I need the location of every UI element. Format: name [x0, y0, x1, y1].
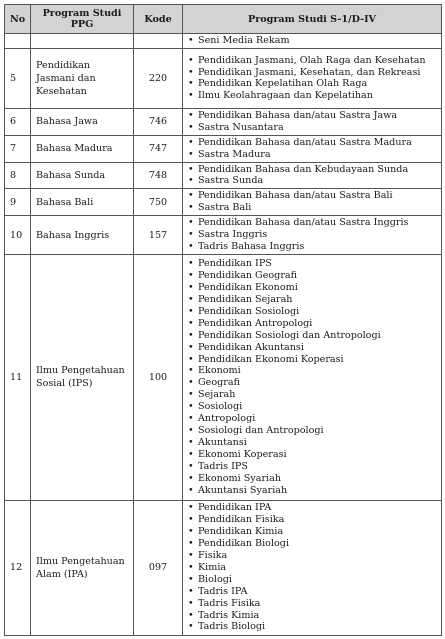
cell-program-ppg: Bahasa Madura	[31, 135, 134, 162]
list-item-label: Pendidikan Ekonomi	[198, 282, 298, 294]
bullet-icon: •	[188, 35, 194, 46]
list-item-label: Pendidikan Kepelatihan Olah Raga	[198, 78, 368, 90]
program-s1-list	[188, 137, 439, 161]
list-item	[188, 241, 439, 253]
table-row	[5, 135, 442, 162]
list-item-label: Sastra Madura	[198, 148, 271, 160]
cell-no: 11	[5, 254, 31, 500]
list-item	[188, 502, 439, 514]
bullet-icon: •	[188, 190, 194, 202]
bullet-icon: •	[188, 538, 194, 550]
list-item-label: Pendidikan IPA	[198, 502, 272, 514]
cell-no: 7	[5, 135, 31, 162]
program-s1-list	[188, 258, 439, 496]
list-item	[188, 377, 439, 389]
cell-program-ppg: Bahasa Inggris	[31, 216, 134, 255]
list-item-label: Sastra Sunda	[198, 175, 264, 187]
list-item	[188, 365, 439, 377]
bullet-icon: •	[188, 353, 194, 365]
list-item-label: Sastra Bali	[198, 202, 252, 214]
cell-kode: 097	[134, 500, 183, 635]
list-item-label: Sastra Nusantara	[198, 121, 284, 133]
bullet-icon: •	[188, 484, 194, 496]
table-row	[5, 500, 442, 635]
list-item-label: Antropologi	[198, 413, 256, 425]
list-item-label: Ekonomi Syariah	[198, 472, 282, 484]
list-item	[188, 318, 439, 330]
list-item-label: Ilmu Keolahragaan dan Kepelatihan	[198, 90, 373, 102]
bullet-icon: •	[188, 294, 194, 306]
list-item	[188, 55, 439, 67]
list-item	[188, 217, 439, 229]
list-item-label: Pendidikan Bahasa dan Kebudayaan Sunda	[198, 163, 409, 175]
bullet-icon: •	[188, 389, 194, 401]
bullet-icon: •	[188, 163, 194, 175]
list-item-label: Pendidikan Bahasa dan/atau Sastra Madura	[198, 136, 412, 148]
list-item	[188, 330, 439, 342]
list-item-label: Pendidikan Bahasa dan/atau Sastra Jawa	[198, 109, 398, 121]
list-item	[188, 413, 439, 425]
list-item-label: Pendidikan Fisika	[198, 514, 285, 526]
program-table	[4, 4, 442, 636]
program-s1-list	[188, 502, 439, 633]
program-s1-list	[188, 110, 439, 134]
bullet-icon: •	[188, 425, 194, 436]
list-item	[188, 586, 439, 598]
list-item	[188, 258, 439, 270]
cell-kode: 157	[134, 216, 183, 255]
bullet-icon: •	[188, 377, 194, 389]
cell-program-s1	[183, 34, 442, 49]
cell-kode: 748	[134, 162, 183, 189]
list-item	[188, 190, 439, 202]
list-item	[188, 175, 439, 187]
list-item-label: Pendidikan Ekonomi Koperasi	[198, 353, 344, 365]
cell-program-s1	[183, 135, 442, 162]
list-item	[188, 562, 439, 574]
bullet-icon: •	[188, 550, 194, 562]
list-item-label: Pendidikan Sosiologi dan Antropologi	[198, 329, 381, 341]
bullet-icon: •	[188, 217, 194, 229]
bullet-icon: •	[188, 136, 194, 148]
table-row	[5, 162, 442, 189]
cell-no: 10	[5, 216, 31, 255]
bullet-icon: •	[188, 240, 194, 252]
list-item-label: Kimia	[198, 561, 227, 573]
bullet-icon: •	[188, 413, 194, 425]
list-item	[188, 270, 439, 282]
list-item-label: Pendidikan Sosiologi	[198, 305, 300, 317]
bullet-icon: •	[188, 282, 194, 294]
bullet-icon: •	[188, 329, 194, 341]
list-item	[188, 282, 439, 294]
list-item	[188, 229, 439, 241]
bullet-icon: •	[188, 175, 194, 187]
cell-kode: 746	[134, 108, 183, 135]
list-item-label: Pendidikan Jasmani, Olah Raga dan Kesehatan	[198, 54, 426, 66]
list-item	[188, 526, 439, 538]
table-row	[5, 34, 442, 49]
program-s1-list	[188, 217, 439, 253]
bullet-icon: •	[188, 460, 194, 472]
list-item	[188, 294, 439, 306]
cell-program-ppg: Ilmu Pengetahuan Sosial (IPS)	[31, 254, 134, 500]
cell-no: 5	[5, 48, 31, 108]
list-item-label: Tadris Biologi	[198, 621, 266, 633]
list-item	[188, 437, 439, 449]
list-item	[188, 473, 439, 485]
list-item-label: Ekonomi Koperasi	[198, 448, 287, 460]
list-item	[188, 461, 439, 473]
list-item-label: Fisika	[198, 550, 228, 562]
list-item	[188, 425, 439, 437]
bullet-icon: •	[188, 436, 194, 448]
list-item	[188, 538, 439, 550]
cell-kode: 750	[134, 189, 183, 216]
list-item-label: Sastra Inggris	[198, 229, 268, 241]
bullet-icon: •	[188, 502, 194, 514]
bullet-icon: •	[188, 317, 194, 329]
list-item-label: Tadris Kimia	[198, 609, 260, 621]
cell-kode: 100	[134, 254, 183, 500]
bullet-icon: •	[188, 448, 194, 460]
bullet-icon: •	[188, 514, 194, 526]
list-item	[188, 342, 439, 354]
bullet-icon: •	[188, 148, 194, 160]
list-item-label: Seni Media Rekam	[198, 35, 290, 46]
list-item-label: Pendidikan Geografi	[198, 270, 298, 282]
bullet-icon: •	[188, 561, 194, 573]
bullet-icon: •	[188, 202, 194, 214]
table-header-row	[5, 5, 442, 34]
cell-program-ppg: Bahasa Sunda	[31, 162, 134, 189]
list-item-label: Pendidikan Jasmani, Kesehatan, dan Rekreasi	[198, 66, 421, 78]
bullet-icon: •	[188, 258, 194, 270]
cell-kode: 747	[134, 135, 183, 162]
bullet-icon: •	[188, 621, 194, 633]
list-item	[188, 610, 439, 622]
bullet-icon: •	[188, 66, 194, 78]
table-row	[5, 108, 442, 135]
header-kode: Kode	[134, 5, 183, 34]
list-item-label: Tadris Bahasa Inggris	[198, 240, 305, 252]
bullet-icon: •	[188, 109, 194, 121]
cell-no	[5, 34, 31, 49]
bullet-icon: •	[188, 609, 194, 621]
cell-program-ppg: Bahasa Jawa	[31, 108, 134, 135]
list-item-label: Sosiologi	[198, 401, 243, 413]
list-item-label: Tadris IPS	[198, 460, 248, 472]
cell-program-ppg: Pendidikan Jasmani dan Kesehatan	[31, 48, 134, 108]
list-item	[188, 485, 439, 497]
list-item-label: Pendidikan Kimia	[198, 526, 284, 538]
cell-no: 12	[5, 500, 31, 635]
list-item-label: Sejarah	[198, 389, 236, 401]
list-item	[188, 449, 439, 461]
list-item-label: Ekonomi	[198, 365, 241, 377]
list-item	[188, 164, 439, 176]
header-program-s1: Program Studi S-1/D-IV	[183, 5, 442, 34]
cell-program-ppg	[31, 34, 134, 49]
list-item	[188, 550, 439, 562]
list-item	[188, 202, 439, 214]
list-item	[188, 67, 439, 79]
list-item	[188, 389, 439, 401]
bullet-icon: •	[188, 526, 194, 538]
list-item	[188, 78, 439, 90]
table-row	[5, 254, 442, 500]
list-item-label: Pendidikan Sejarah	[198, 294, 293, 306]
bullet-icon: •	[188, 573, 194, 585]
cell-program-ppg: Ilmu Pengetahuan Alam (IPA)	[31, 500, 134, 635]
cell-kode: 220	[134, 48, 183, 108]
program-s1-list	[188, 55, 439, 103]
table-row	[5, 189, 442, 216]
list-item	[188, 621, 439, 633]
cell-program-s1	[183, 189, 442, 216]
bullet-icon: •	[188, 54, 194, 66]
bullet-icon: •	[188, 341, 194, 353]
program-s1-list	[188, 190, 439, 214]
list-item-label: Pendidikan Biologi	[198, 538, 290, 550]
list-item	[188, 110, 439, 122]
cell-kode	[134, 34, 183, 49]
cell-no: 6	[5, 108, 31, 135]
bullet-icon: •	[188, 78, 194, 90]
list-item-label: Tadris IPA	[198, 585, 248, 597]
list-item	[188, 514, 439, 526]
list-item	[188, 574, 439, 586]
list-item	[188, 598, 439, 610]
cell-no: 8	[5, 162, 31, 189]
table-body	[5, 34, 442, 636]
page	[4, 4, 441, 636]
header-no: No	[5, 5, 31, 34]
list-item	[188, 149, 439, 161]
list-item	[188, 122, 439, 134]
bullet-icon: •	[188, 270, 194, 282]
cell-program-ppg: Bahasa Bali	[31, 189, 134, 216]
list-item-label: Pendidikan IPS	[198, 258, 272, 270]
bullet-icon: •	[188, 472, 194, 484]
cell-no: 9	[5, 189, 31, 216]
bullet-icon: •	[188, 90, 194, 102]
bullet-icon: •	[188, 585, 194, 597]
cell-program-s1	[183, 48, 442, 108]
bullet-icon: •	[188, 365, 194, 377]
list-item	[188, 35, 439, 47]
list-item-label: Biologi	[198, 573, 232, 585]
cell-program-s1	[183, 216, 442, 255]
list-item-label: Pendidikan Bahasa dan/atau Sastra Bali	[198, 190, 393, 202]
bullet-icon: •	[188, 229, 194, 241]
program-s1-list	[188, 164, 439, 188]
list-item-label: Akuntansi	[198, 436, 247, 448]
bullet-icon: •	[188, 121, 194, 133]
cell-program-s1	[183, 500, 442, 635]
program-s1-list	[188, 35, 439, 47]
list-item	[188, 137, 439, 149]
list-item-label: Pendidikan Antropologi	[198, 317, 313, 329]
table-row	[5, 48, 442, 108]
bullet-icon: •	[188, 401, 194, 413]
list-item	[188, 354, 439, 366]
list-item-label: Tadris Fisika	[198, 597, 261, 609]
cell-program-s1	[183, 254, 442, 500]
list-item-label: Pendidikan Akuntansi	[198, 341, 304, 353]
cell-program-s1	[183, 108, 442, 135]
header-program-ppg: Program Studi PPG	[31, 5, 134, 34]
cell-program-s1	[183, 162, 442, 189]
list-item-label: Sosiologi dan Antropologi	[198, 425, 324, 436]
bullet-icon: •	[188, 597, 194, 609]
list-item	[188, 401, 439, 413]
list-item	[188, 306, 439, 318]
list-item-label: Geografi	[198, 377, 240, 389]
list-item-label: Akuntansi Syariah	[198, 484, 288, 496]
list-item	[188, 90, 439, 102]
bullet-icon: •	[188, 305, 194, 317]
table-row	[5, 216, 442, 255]
list-item-label: Pendidikan Bahasa dan/atau Sastra Inggris	[198, 217, 409, 229]
